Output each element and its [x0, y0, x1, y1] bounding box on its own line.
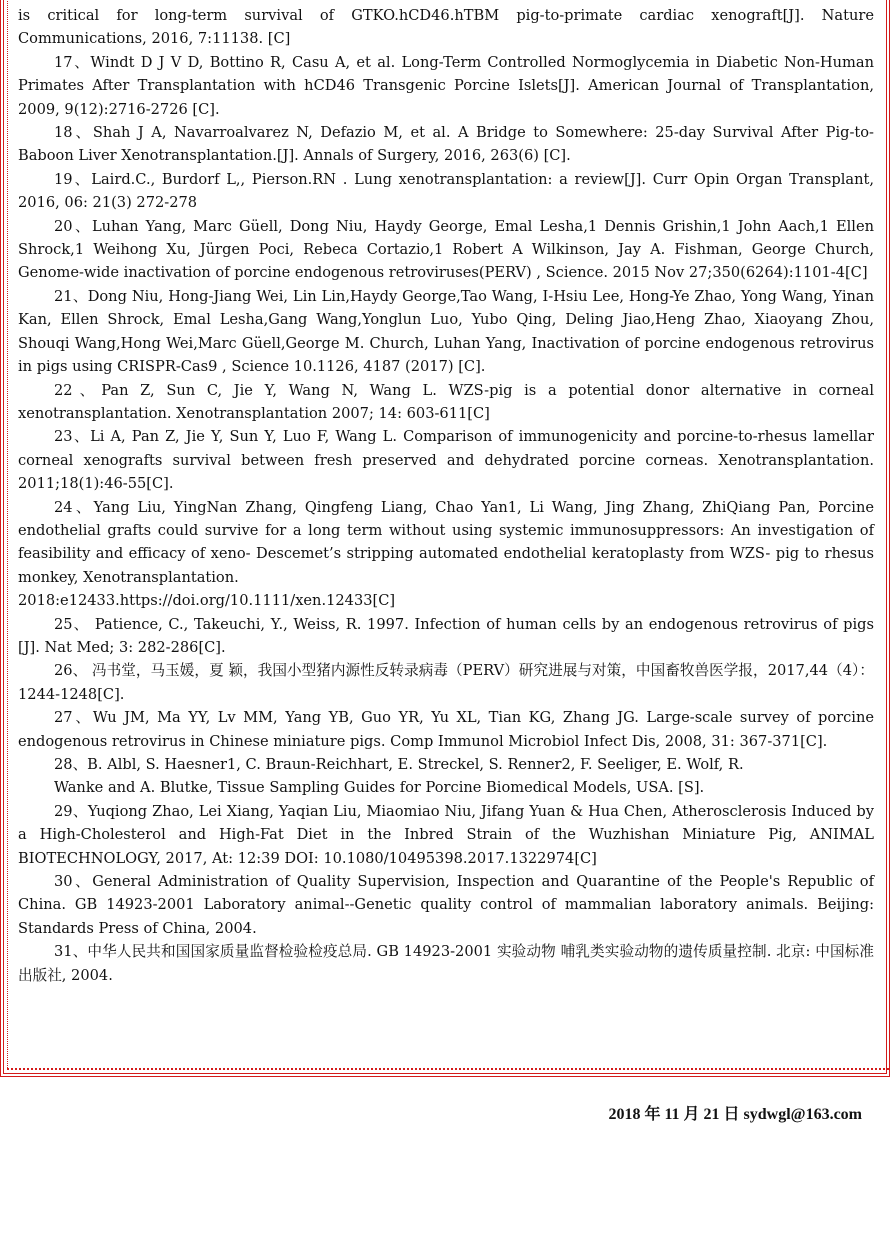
reference-list [18, 4, 874, 987]
reference-23: 23、Li A, Pan Z, Jie Y, Sun Y, Luo F, Wang L. Comparison of immunogenicity and porcine-to-rhesus lamellar corneal xenografts survival between fresh preserved and dehydrated porcine corneas. Xenotransplantation. 2011;18(1):46-55[C]. [18, 428, 874, 493]
footer-date-email: 2018 年 11 月 21 日 sydwgl@163.com [608, 1106, 862, 1123]
reference-22: 22、Pan Z, Sun C, Jie Y, Wang N, Wang L. WZS-pig is a potential donor alternative in corneal xenotransplantation. Xenotransplantation 2007; 14: 603‐611[C] [18, 381, 874, 422]
reference-27: 27、Wu JM, Ma YY, Lv MM, Yang YB, Guo YR, Yu XL, Tian KG, Zhang JG. Large-scale survey of porcine endogenous retrovirus in Chinese miniature pigs. Comp Immunol Microbiol Infect Dis, 2008, 31: 367-371[C]. [18, 709, 874, 750]
reference-28: 28、B. Albl, S. Haesner1, C. Braun-Reichhart, E. Streckel, S. Renner2, F. Seeliger, E. Wolf, R. [54, 756, 744, 773]
reference-24-doi: 2018:e12433.https://doi.org/10.1111/xen.12433[C] [18, 592, 396, 610]
reference-28-continuation: Wanke and A. Blutke, Tissue Sampling Guides for Porcine Biomedical Models, USA. [S]. [54, 779, 705, 797]
reference-continuation: is critical for long-term survival of GTKO.hCD46.hTBM pig-to-primate cardiac xenograft[J]. Nature Communications, 2016, 7:11138. [C] [18, 7, 874, 48]
reference-17: 17、Windt D J V D, Bottino R, Casu A, et al. Long‐Term Controlled Normoglycemia in Diabetic Non‐Human Primates After Transplantation with hCD46 Transgenic Porcine Islets[J]. American Journal of Transplantation, 2009, 9(12):2716-2726 [C]. [18, 53, 874, 118]
reference-29: 29、Yuqiong Zhao, Lei Xiang, Yaqian Liu, Miaomiao Niu, Jifang Yuan & Hua Chen, Atherosclerosis Induced by a High-Cholesterol and High-Fat Diet in the Inbred Strain of the Wuzhishan Miniature Pig, ANIMAL BIOTECHNOLOGY, 2017, At: 12:39 DOI: 10.1080/10495398.2017.1322974[C] [18, 802, 874, 867]
reference-24: 24、Yang Liu, YingNan Zhang, Qingfeng Liang, Chao Yan1, Li Wang, Jing Zhang, ZhiQiang Pan, Porcine endothelial grafts could survive for a long term without using systemic immunosuppressors: An investigation of feasibility and efficacy of xeno- Descemet’s stripping automated endothelial keratoplasty from WZS- pig to rhesus monkey, Xenotransplantation. [18, 498, 874, 586]
reference-30: 30、General Administration of Quality Supervision, Inspection and Quarantine of the People's Republic of China. GB 14923‐2001 Laboratory animal--Genetic quality control of mammalian laboratory animals. Beijing: Standards Press of China, 2004. [18, 873, 874, 937]
reference-18: 18、Shah J A, Navarroalvarez N, Defazio M, et al. A Bridge to Somewhere: 25-day Survival After Pig-to-Baboon Liver Xenotransplantation.[J]. Annals of Surgery, 2016, 263(6) [C]. [18, 124, 874, 165]
reference-21: 21、Dong Niu, Hong-Jiang Wei, Lin Lin,Haydy George,Tao Wang, I-Hsiu Lee, Hong-Ye Zhao, Yong Wang, Yinan Kan, Ellen Shrock, Emal Lesha,Gang Wang,Yonglun Luo, Yubo Qing, Deling Jiao,Heng Zhao, Xiaoyang Zhou, Shouqi Wang,Hong Wei,Marc Güell,George M. Church, Luhan Yang, Inactivation of porcine endogenous retrovirus in pigs using CRISPR-Cas9 , Science 10.1126, 4187 (2017) [C]. [18, 287, 874, 376]
reference-26: 26、 冯书堂，马玉媛，夏 颖，我国小型猪内源性反转录病毒（PERV）研究进展与对策，中国畜牧兽医学报，2017,44（4）：1244-1248[C]. [18, 662, 874, 703]
reference-19: 19、Laird.C., Burdorf L,, Pierson.RN . Lung xenotransplantation: a review[J]. Curr Opin Organ Transplant, 2016, 06: 21(3) 272-278 [18, 170, 874, 212]
reference-20: 20、Luhan Yang, Marc Güell, Dong Niu, Haydy George, Emal Lesha,1 Dennis Grishin,1 John Aach,1 Ellen Shrock,1 Weihong Xu, Jürgen Poci, Rebeca Cortazio,1 Robert A Wilkinson, Jay A. Fishman, George Church, Genome-wide inactivation of porcine endogenous retroviruses(PERV) , Science. 2015 Nov 27;350(6264):1101-4[C] [18, 217, 874, 282]
reference-31: 31、中华人民共和国国家质量监督检验检疫总局. GB 14923‐2001 实验动物 哺乳类实验动物的遗传质量控制. 北京: 中国标准出版社, 2004. [18, 943, 874, 984]
reference-25: 25、 Patience, C., Takeuchi, Y., Weiss, R. 1997. Infection of human cells by an endogenous retrovirus of pigs [J]. Nat Med; 3: 282‐286[C]. [18, 615, 874, 656]
